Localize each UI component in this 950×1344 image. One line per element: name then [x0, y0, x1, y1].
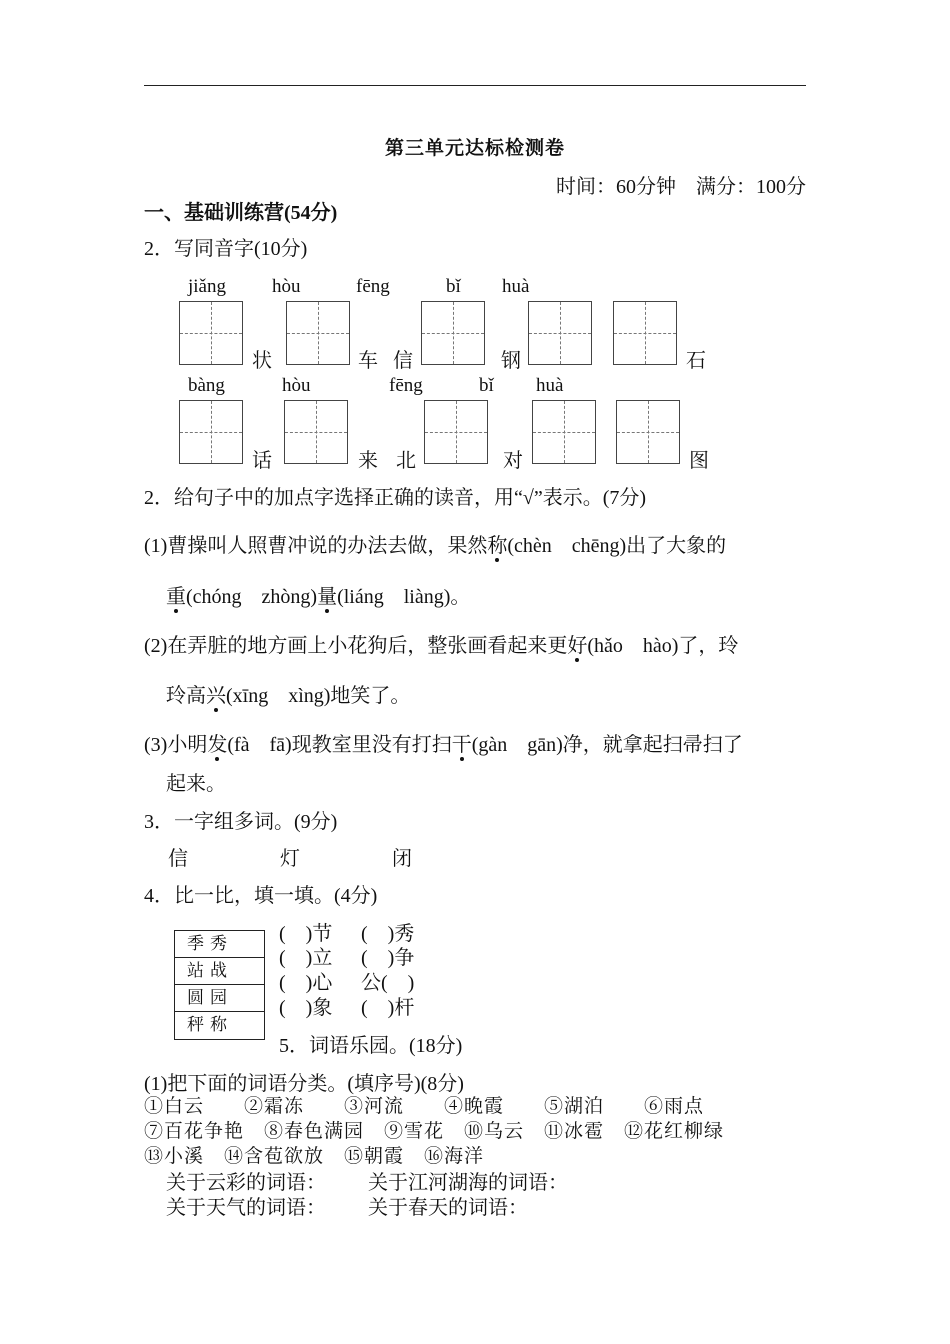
- fill-blank[interactable]: ( )争: [361, 947, 415, 969]
- category-label: 关于云彩的词语：: [166, 1172, 326, 1194]
- dotted-char: 发: [207, 734, 228, 756]
- fill-blank[interactable]: ( )秀: [361, 923, 415, 945]
- fill-blank[interactable]: ( )节: [279, 923, 333, 945]
- dotted-char: 重: [166, 586, 186, 608]
- sentence-2-line-2: 玲高兴(xīng xìng)地笑了。: [166, 685, 411, 707]
- question-title-readings: 2．给句子中的加点字选择正确的读音，用“√”表示。(7分): [144, 487, 647, 509]
- pinyin-label: hòu: [272, 276, 301, 297]
- category-label: 关于天气的词语：: [166, 1197, 326, 1219]
- word-char: 话: [252, 450, 272, 472]
- subquestion-title: (1)把下面的词语分类。(填序号)(8分): [144, 1073, 464, 1095]
- table-row: 站战: [175, 958, 264, 985]
- word-char: 钢: [501, 350, 521, 372]
- question-title-compare: 4．比一比，填一填。(4分): [144, 885, 378, 907]
- writing-box[interactable]: [179, 301, 243, 365]
- writing-box[interactable]: [616, 400, 680, 464]
- sentence-3-line-1: (3)小明发(fà fā)现教室里没有打扫干(gàn gān)净，就拿起扫帚扫了: [144, 734, 743, 756]
- word-list-line: ⑬小溪 ⑭含苞欲放 ⑮朝霞 ⑯海洋: [144, 1146, 485, 1167]
- word-char: 来: [358, 450, 378, 472]
- writing-box[interactable]: [286, 301, 350, 365]
- word-list-line: ①白云 ②霜冻 ③河流 ④晚霞 ⑤湖泊 ⑥雨点: [144, 1096, 705, 1117]
- pinyin-label: fēng: [389, 375, 423, 396]
- question-title-garden: 5．词语乐园。(18分): [279, 1035, 463, 1057]
- writing-box[interactable]: [179, 400, 243, 464]
- word-char: 车: [358, 350, 378, 372]
- table-row: 季秀: [175, 931, 264, 958]
- word-char: 北: [396, 450, 416, 472]
- writing-box[interactable]: [284, 400, 348, 464]
- word-char: 对: [503, 450, 523, 472]
- sentence-3-line-2: 起来。: [166, 773, 226, 795]
- pinyin-label: bǐ: [446, 276, 461, 297]
- table-row: 圆园: [175, 985, 264, 1012]
- word-list-line: ⑦百花争艳 ⑧春色满园 ⑨雪花 ⑩乌云 ⑪冰雹 ⑫花红柳绿: [144, 1121, 725, 1142]
- section-heading: 一、基础训练营(54分): [144, 202, 338, 224]
- fill-blank[interactable]: ( )象: [279, 997, 333, 1019]
- pinyin-label: hòu: [282, 375, 311, 396]
- char-table: [174, 930, 265, 1040]
- page-title: 第三单元达标检测卷: [385, 138, 566, 159]
- top-rule: [144, 85, 806, 86]
- question-title-homophones: 2．写同音字(10分): [144, 238, 308, 260]
- pinyin-label: bàng: [188, 375, 225, 396]
- fill-blank[interactable]: 公( ): [361, 972, 415, 994]
- dotted-char: 量: [317, 586, 338, 608]
- writing-box[interactable]: [532, 400, 596, 464]
- sentence-1-line-2: 重(chóng zhòng)量(liáng liàng)。: [166, 586, 471, 608]
- writing-box[interactable]: [424, 400, 488, 464]
- word-char: 闭: [392, 848, 412, 870]
- writing-box[interactable]: [613, 301, 677, 365]
- writing-box[interactable]: [528, 301, 592, 365]
- sentence-2-line-1: (2)在弄脏的地方画上小花狗后，整张画看起来更好(hǎo hào)了，玲: [144, 635, 739, 657]
- writing-box[interactable]: [421, 301, 485, 365]
- table-row: 秤称: [187, 1015, 233, 1034]
- category-label: 关于江河湖海的词语：: [368, 1172, 568, 1194]
- question-title-words: 3．一字组多词。(9分): [144, 811, 338, 833]
- dotted-char: 称: [487, 535, 508, 557]
- word-char: 灯: [280, 848, 300, 870]
- fill-blank[interactable]: ( )杆: [361, 997, 415, 1019]
- category-label: 关于春天的词语：: [368, 1197, 528, 1219]
- dotted-char: 兴: [206, 685, 226, 707]
- dotted-char: 好: [567, 635, 588, 657]
- dotted-char: 干: [451, 734, 472, 756]
- word-char: 图: [689, 450, 709, 472]
- sentence-1-line-1: (1)曹操叫人照曹冲说的办法去做，果然称(chèn chēng)出了大象的: [144, 535, 727, 557]
- pinyin-label: huà: [502, 276, 530, 297]
- word-char: 状: [252, 350, 272, 372]
- pinyin-label: bǐ: [479, 375, 494, 396]
- time-info: 时间：60分钟 满分：100分: [556, 176, 806, 198]
- fill-blank[interactable]: ( )立: [279, 947, 333, 969]
- word-char: 石: [686, 350, 706, 372]
- pinyin-label: fēng: [356, 276, 390, 297]
- pinyin-label: huà: [536, 375, 564, 396]
- word-char: 信: [393, 350, 413, 372]
- pinyin-label: jiǎng: [188, 276, 226, 297]
- fill-blank[interactable]: ( )心: [279, 972, 333, 994]
- word-char: 信: [168, 848, 188, 870]
